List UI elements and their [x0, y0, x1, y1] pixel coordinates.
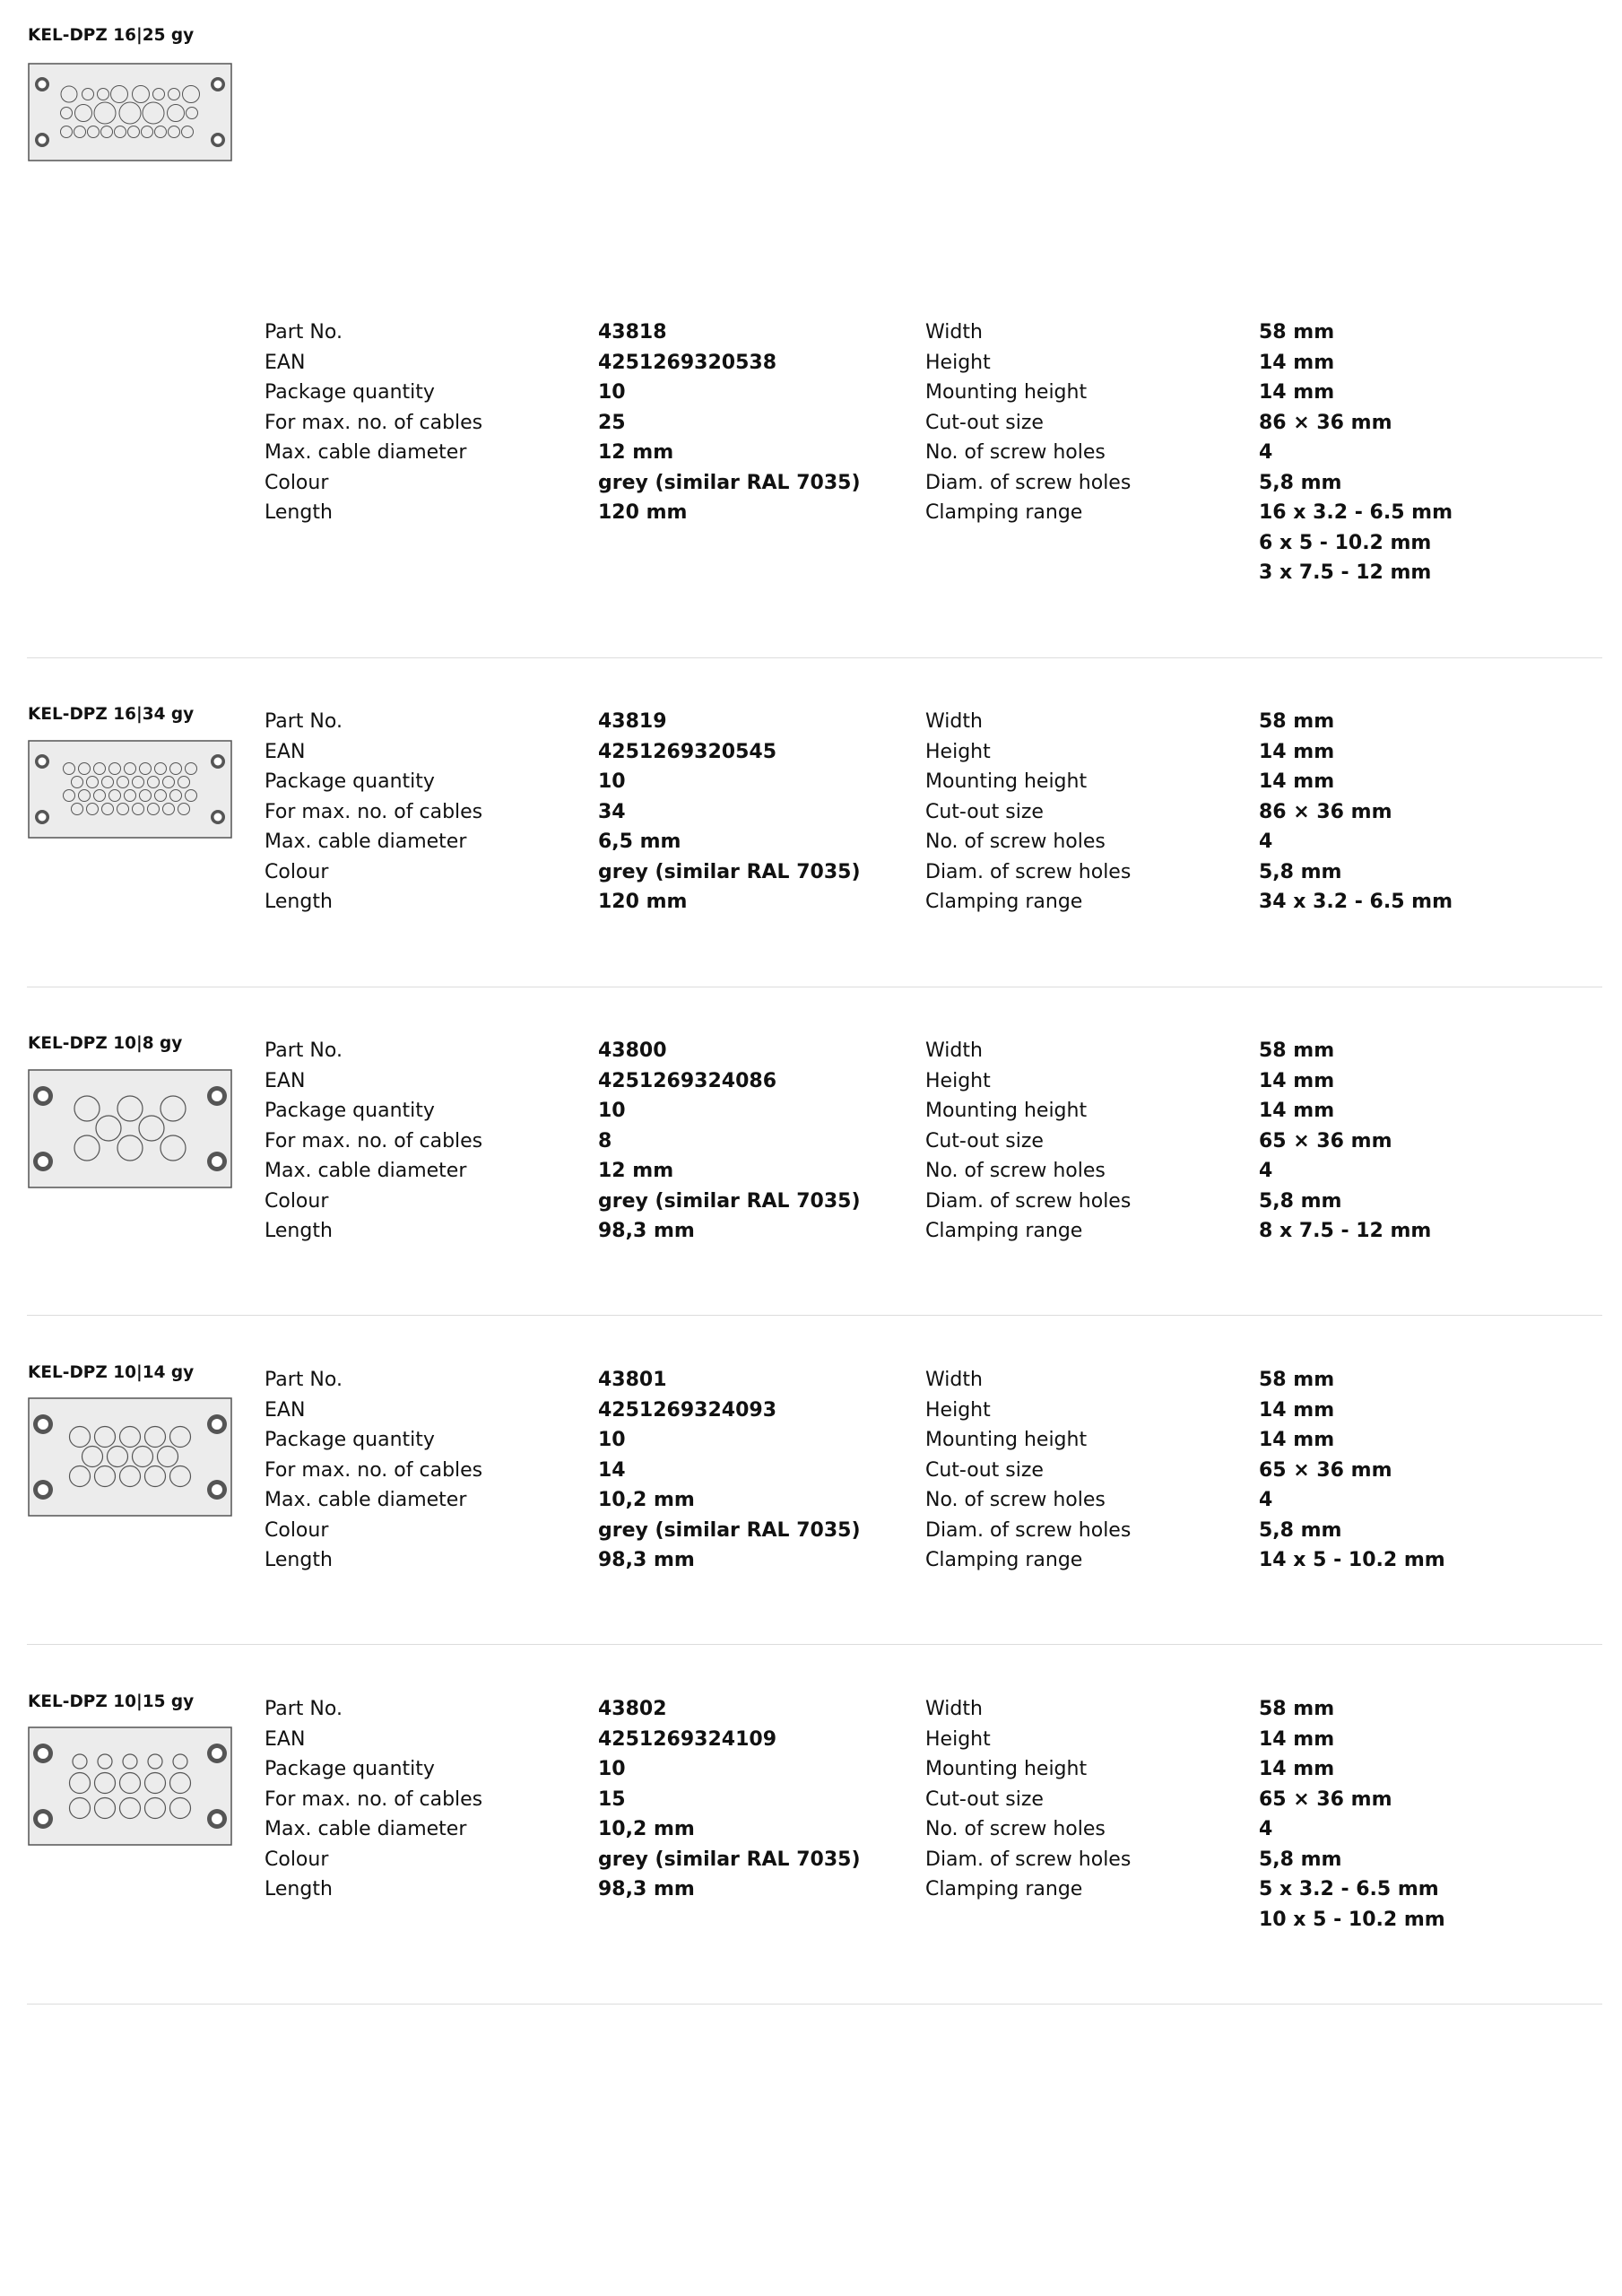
screw-hole-icon [33, 1152, 53, 1171]
spec-label: Length [265, 501, 333, 524]
section-divider [27, 657, 1602, 658]
spec-value: 12 mm [598, 1160, 674, 1182]
screw-hole-icon [211, 754, 225, 769]
clamping-range-extra: 6 x 5 - 10.2 mm [1259, 531, 1432, 554]
spec-label: Cut-out size [925, 800, 1044, 823]
spec-label: Colour [265, 860, 329, 883]
section-divider [27, 1644, 1602, 1645]
spec-label: Cut-out size [925, 1458, 1044, 1482]
spec-label: Max. cable diameter [265, 1818, 467, 1840]
screw-hole-icon [211, 133, 225, 147]
spec-label: Clamping range [925, 1549, 1083, 1571]
spec-value: 65 × 36 mm [1259, 1787, 1392, 1811]
spec-value: 14 mm [1259, 1069, 1335, 1092]
spec-value: 58 mm [1259, 321, 1335, 344]
spec-value: 4 [1259, 441, 1273, 464]
spec-label: Mounting height [925, 1100, 1088, 1122]
screw-hole-icon [211, 77, 225, 91]
spec-value: grey (similar RAL 7035) [598, 1848, 861, 1871]
spec-value: 5 x 3.2 - 6.5 mm [1259, 1878, 1439, 1900]
spec-value: 16 x 3.2 - 6.5 mm [1259, 501, 1453, 524]
spec-label: Cut-out size [925, 1787, 1044, 1811]
spec-value: 5,8 mm [1259, 471, 1342, 494]
section-divider [27, 2004, 1602, 2005]
spec-value: 43819 [598, 710, 667, 733]
screw-hole-icon [207, 1414, 227, 1434]
spec-value: 43818 [598, 321, 667, 344]
spec-label: Max. cable diameter [265, 441, 467, 464]
spec-value: 58 mm [1259, 1369, 1335, 1391]
spec-value: 43800 [598, 1039, 667, 1062]
spec-label: No. of screw holes [925, 1489, 1106, 1511]
product-image [28, 740, 232, 839]
spec-value: 4251269324093 [598, 1398, 776, 1422]
spec-value: 6,5 mm [598, 831, 681, 853]
spec-value: 58 mm [1259, 1039, 1335, 1062]
spec-label: Package quantity [265, 381, 435, 404]
spec-value: 43801 [598, 1369, 667, 1391]
product-image [28, 1726, 232, 1846]
spec-label: Width [925, 710, 983, 733]
spec-label: Width [925, 1369, 983, 1391]
screw-hole-icon [207, 1744, 227, 1763]
spec-label: No. of screw holes [925, 1818, 1106, 1840]
spec-value: 8 x 7.5 - 12 mm [1259, 1220, 1432, 1242]
spec-value: 34 [598, 800, 626, 823]
screw-hole-icon [33, 1744, 53, 1763]
spec-value: 5,8 mm [1259, 1848, 1342, 1871]
screw-hole-icon [211, 810, 225, 824]
spec-label: Part No. [265, 321, 343, 344]
spec-value: 4 [1259, 1160, 1273, 1182]
product-title: KEL-DPZ 16|25 gy [28, 26, 195, 45]
spec-value: 98,3 mm [598, 1549, 695, 1571]
spec-value: 14 mm [1259, 770, 1335, 793]
spec-label: Colour [265, 471, 329, 494]
spec-value: 65 × 36 mm [1259, 1129, 1392, 1152]
screw-hole-icon [207, 1809, 227, 1829]
screw-hole-icon [33, 1086, 53, 1106]
spec-value: 4251269324086 [598, 1069, 776, 1092]
spec-label: Max. cable diameter [265, 1489, 467, 1511]
spec-value: 10 [598, 1100, 626, 1122]
spec-label: Cut-out size [925, 1129, 1044, 1152]
spec-value: grey (similar RAL 7035) [598, 860, 861, 883]
spec-label: Clamping range [925, 1220, 1083, 1242]
spec-label: Clamping range [925, 1878, 1083, 1900]
screw-hole-icon [35, 754, 49, 769]
spec-label: EAN [265, 1398, 306, 1422]
spec-value: grey (similar RAL 7035) [598, 1518, 861, 1542]
spec-label: Package quantity [265, 1758, 435, 1780]
screw-hole-icon [35, 810, 49, 824]
spec-label: Package quantity [265, 1100, 435, 1122]
spec-label: Height [925, 1398, 991, 1422]
spec-value: 10 [598, 1429, 626, 1451]
spec-value: 4251269320538 [598, 351, 776, 374]
spec-value: 4251269324109 [598, 1727, 776, 1751]
spec-label: Length [265, 1220, 333, 1242]
spec-label: No. of screw holes [925, 831, 1106, 853]
spec-label: Height [925, 740, 991, 763]
spec-value: grey (similar RAL 7035) [598, 1189, 861, 1213]
spec-label: Width [925, 1039, 983, 1062]
spec-label: EAN [265, 1727, 306, 1751]
spec-label: Clamping range [925, 891, 1083, 913]
spec-label: No. of screw holes [925, 1160, 1106, 1182]
spec-label: For max. no. of cables [265, 800, 483, 823]
product-title: KEL-DPZ 10|15 gy [28, 1692, 195, 1711]
spec-value: 10 [598, 1758, 626, 1780]
spec-label: Mounting height [925, 1429, 1088, 1451]
spec-value: 4 [1259, 1489, 1273, 1511]
spec-value: 14 mm [1259, 1727, 1335, 1751]
spec-value: 10 [598, 381, 626, 404]
spec-label: Package quantity [265, 770, 435, 793]
spec-value: 5,8 mm [1259, 1518, 1342, 1542]
product-image [28, 1069, 232, 1188]
spec-label: Height [925, 1069, 991, 1092]
spec-value: 4 [1259, 831, 1273, 853]
spec-value: 5,8 mm [1259, 1189, 1342, 1213]
spec-value: 34 x 3.2 - 6.5 mm [1259, 891, 1453, 913]
screw-hole-icon [33, 1414, 53, 1434]
spec-label: EAN [265, 740, 306, 763]
spec-label: For max. no. of cables [265, 1458, 483, 1482]
spec-label: Mounting height [925, 770, 1088, 793]
spec-value: 5,8 mm [1259, 860, 1342, 883]
spec-label: Part No. [265, 1698, 343, 1720]
spec-label: Height [925, 351, 991, 374]
spec-label: Diam. of screw holes [925, 471, 1132, 494]
spec-label: EAN [265, 351, 306, 374]
spec-value: 14 mm [1259, 1100, 1335, 1122]
spec-label: Width [925, 1698, 983, 1720]
spec-value: 4251269320545 [598, 740, 776, 763]
spec-value: 10 [598, 770, 626, 793]
screw-hole-icon [35, 133, 49, 147]
spec-value: 43802 [598, 1698, 667, 1720]
screw-hole-icon [35, 77, 49, 91]
spec-value: 14 [598, 1458, 626, 1482]
spec-label: Width [925, 321, 983, 344]
spec-label: Length [265, 891, 333, 913]
clamping-range-extra: 10 x 5 - 10.2 mm [1259, 1908, 1445, 1931]
section-divider [27, 1315, 1602, 1316]
screw-hole-icon [207, 1480, 227, 1500]
spec-value: 10,2 mm [598, 1489, 695, 1511]
spec-value: 4 [1259, 1818, 1273, 1840]
spec-label: Diam. of screw holes [925, 1518, 1132, 1542]
product-title: KEL-DPZ 10|14 gy [28, 1363, 195, 1382]
spec-value: 120 mm [598, 501, 688, 524]
spec-label: Part No. [265, 710, 343, 733]
spec-label: Cut-out size [925, 411, 1044, 434]
spec-value: 14 mm [1259, 1398, 1335, 1422]
spec-label: Part No. [265, 1039, 343, 1062]
spec-label: For max. no. of cables [265, 1129, 483, 1152]
spec-label: Colour [265, 1189, 329, 1213]
spec-label: Mounting height [925, 381, 1088, 404]
screw-hole-icon [33, 1809, 53, 1829]
screw-hole-icon [207, 1086, 227, 1106]
spec-label: Max. cable diameter [265, 831, 467, 853]
spec-value: 58 mm [1259, 1698, 1335, 1720]
spec-label: Mounting height [925, 1758, 1088, 1780]
spec-value: 10,2 mm [598, 1818, 695, 1840]
spec-label: For max. no. of cables [265, 411, 483, 434]
spec-label: Part No. [265, 1369, 343, 1391]
product-image [28, 63, 232, 161]
spec-value: 58 mm [1259, 710, 1335, 733]
spec-label: Length [265, 1878, 333, 1900]
spec-value: 98,3 mm [598, 1220, 695, 1242]
spec-label: Diam. of screw holes [925, 1848, 1132, 1871]
spec-label: EAN [265, 1069, 306, 1092]
spec-value: 14 mm [1259, 381, 1335, 404]
spec-label: Package quantity [265, 1429, 435, 1451]
screw-hole-icon [207, 1152, 227, 1171]
spec-value: 14 mm [1259, 351, 1335, 374]
spec-label: Max. cable diameter [265, 1160, 467, 1182]
spec-value: 14 mm [1259, 740, 1335, 763]
spec-value: 98,3 mm [598, 1878, 695, 1900]
spec-value: 120 mm [598, 891, 688, 913]
spec-label: Length [265, 1549, 333, 1571]
spec-label: Diam. of screw holes [925, 860, 1132, 883]
product-image [28, 1397, 232, 1517]
spec-value: 8 [598, 1129, 612, 1152]
clamping-range-extra: 3 x 7.5 - 12 mm [1259, 561, 1432, 584]
spec-value: 25 [598, 411, 626, 434]
spec-value: 86 × 36 mm [1259, 800, 1392, 823]
product-title: KEL-DPZ 10|8 gy [28, 1034, 183, 1053]
spec-label: Diam. of screw holes [925, 1189, 1132, 1213]
spec-value: 14 mm [1259, 1429, 1335, 1451]
spec-label: No. of screw holes [925, 441, 1106, 464]
screw-hole-icon [33, 1480, 53, 1500]
product-title: KEL-DPZ 16|34 gy [28, 705, 195, 724]
spec-value: 12 mm [598, 441, 674, 464]
spec-label: For max. no. of cables [265, 1787, 483, 1811]
spec-label: Colour [265, 1518, 329, 1542]
spec-label: Clamping range [925, 501, 1083, 524]
spec-value: 14 mm [1259, 1758, 1335, 1780]
spec-label: Colour [265, 1848, 329, 1871]
spec-value: 14 x 5 - 10.2 mm [1259, 1549, 1445, 1571]
spec-label: Height [925, 1727, 991, 1751]
spec-value: grey (similar RAL 7035) [598, 471, 861, 494]
spec-value: 65 × 36 mm [1259, 1458, 1392, 1482]
spec-value: 15 [598, 1787, 626, 1811]
spec-value: 86 × 36 mm [1259, 411, 1392, 434]
